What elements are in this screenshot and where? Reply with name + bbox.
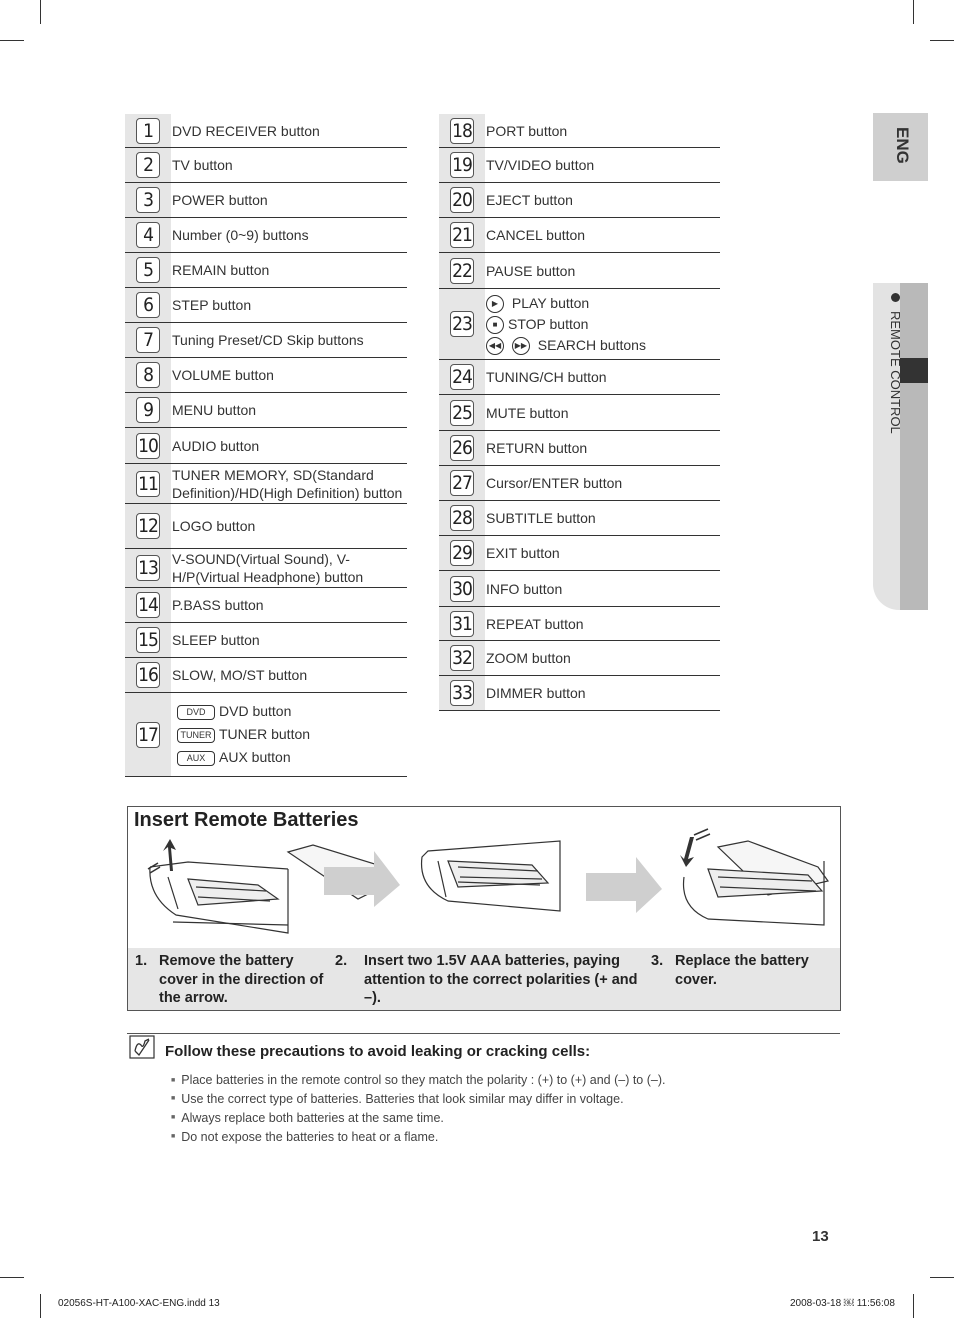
item-number-cell: [125, 114, 171, 147]
table-row: [439, 148, 720, 183]
item-number-cell: [125, 358, 171, 392]
item-number-cell: [439, 253, 485, 288]
function-label: STOP button: [508, 315, 589, 332]
item-number-cell: [439, 431, 485, 465]
table-row: [125, 588, 407, 623]
table-row: [125, 393, 407, 428]
item-label: SUBTITLE button: [486, 510, 596, 526]
table-row: [439, 360, 720, 395]
item-label: PAUSE button: [486, 262, 576, 279]
item-label: CANCEL button: [486, 227, 586, 243]
item-label: REPEAT button: [486, 615, 584, 632]
next-step-arrow-icon: [586, 857, 662, 913]
item-number-cell: [125, 218, 171, 252]
item-label: INFO button: [486, 580, 563, 597]
stop-icon: ■: [486, 316, 504, 334]
item-number-cell: [125, 693, 171, 776]
item-label: Cursor/ENTER button: [486, 475, 623, 491]
item-label: EJECT button: [486, 192, 573, 208]
item-number: 8: [136, 362, 160, 388]
language-label: ENG: [893, 127, 912, 164]
item-label: EXIT button: [486, 545, 560, 561]
remote-batteries-icon: [422, 841, 560, 911]
precautions-note: [127, 1033, 840, 1144]
table-row: [439, 253, 720, 289]
item-number: 19: [450, 152, 474, 178]
function-label: PLAY button: [511, 294, 590, 311]
item-label: POWER button: [172, 192, 268, 208]
item-label: DIMMER button: [486, 685, 586, 701]
table-row: [439, 218, 720, 253]
function-line: [177, 746, 310, 769]
note-title: Follow these precautions to avoid leaking or cracking cells:: [165, 1043, 591, 1060]
table-row: [125, 358, 407, 393]
item-number: 29: [450, 540, 474, 566]
item-label: P.BASS button: [172, 597, 264, 613]
table-row: [439, 641, 720, 676]
item-number: 30: [450, 576, 474, 602]
language-tab: [873, 113, 928, 181]
battery-steps: 1. Remove the battery cover in the direction of the arrow. 2. Insert two 1.5V AAA batteries, paying attention to the correct polarities (+ and –). 3. Replace the battery cover.: [128, 948, 840, 1010]
item-label: PORT button: [486, 122, 568, 139]
function-line: [486, 314, 646, 335]
table-row: [439, 114, 720, 148]
item-number: 16: [136, 662, 160, 688]
left-button-table: [125, 114, 407, 777]
footer-date: 2008-03-18 ￼ 11:56:08: [790, 1298, 895, 1309]
battery-instructions-box: [127, 806, 841, 1011]
item-number: 21: [450, 222, 474, 248]
dvd-key-icon: DVD: [177, 705, 215, 720]
table-row: [125, 183, 407, 218]
item-number: 18: [450, 118, 474, 144]
note-icon: [129, 1035, 155, 1059]
table-row: [439, 676, 720, 711]
item-label: SLOW, MO/ST button: [172, 667, 308, 683]
item-number-cell: [439, 571, 485, 606]
function-line: [486, 293, 646, 314]
item-label: Number (0~9) buttons: [172, 227, 309, 243]
item-number: 10: [136, 433, 160, 459]
item-number-cell: [125, 658, 171, 692]
item-label: DVD RECEIVER button: [172, 122, 320, 139]
function-label: TUNER button: [219, 726, 311, 742]
table-row: [439, 395, 720, 431]
item-number: 32: [450, 645, 474, 671]
item-number: 27: [450, 470, 474, 496]
table-row: [125, 218, 407, 253]
note-item: ■ Always replace both batteries at the same time.: [171, 1109, 665, 1128]
item-number-cell: [439, 466, 485, 500]
table-row: [125, 504, 407, 549]
crop-mark: [930, 40, 954, 41]
item-number: 24: [450, 364, 474, 390]
item-number: 7: [136, 327, 160, 353]
item-number-cell: [125, 588, 171, 622]
item-number-cell: [125, 148, 171, 182]
function-label: AUX button: [219, 749, 291, 765]
arrow-down-icon: [680, 837, 694, 867]
table-row: [125, 693, 407, 777]
table-row: [125, 253, 407, 288]
battery-illustration: [128, 807, 840, 948]
item-number: 31: [450, 611, 474, 637]
crop-mark: [40, 1294, 41, 1318]
item-number: 20: [450, 187, 474, 213]
table-row: [125, 658, 407, 693]
item-number-cell: [439, 183, 485, 217]
section-label: REMOTE CONTROL: [888, 311, 903, 434]
item-number: 6: [136, 292, 160, 318]
item-number: 15: [136, 627, 160, 653]
item-number: 28: [450, 505, 474, 531]
motion-lines-icon: [694, 829, 710, 840]
item-number: 2: [136, 152, 160, 178]
item-number-cell: [125, 323, 171, 357]
crop-mark: [913, 1294, 914, 1318]
item-label: TV button: [172, 157, 233, 173]
item-number-cell: [125, 393, 171, 427]
item-number: 22: [450, 258, 474, 284]
crop-mark: [913, 0, 914, 24]
table-row: [125, 323, 407, 358]
item-label: ZOOM button: [486, 650, 571, 666]
item-number-cell: [439, 218, 485, 252]
table-row: [439, 607, 720, 641]
note-list: [171, 1071, 665, 1146]
item-number: 5: [136, 257, 160, 283]
item-label: TUNER MEMORY, SD(Standard Definition)/HD(High Definition) button: [172, 466, 403, 501]
item-number-cell: [125, 623, 171, 657]
section-tab-text: [877, 293, 903, 434]
item-number: 13: [136, 555, 160, 581]
item-number-cell: [439, 289, 485, 359]
fast-forward-icon: ▶▶: [512, 337, 530, 355]
table-row: [125, 464, 407, 504]
table-row: [439, 431, 720, 466]
item-label: MENU button: [172, 402, 257, 418]
function-label: DVD button: [219, 703, 292, 719]
item-number-cell: [125, 549, 171, 587]
rewind-icon: ◀◀: [486, 337, 504, 355]
item-number: 33: [450, 680, 474, 706]
item-number: 14: [136, 592, 160, 618]
function-line: [486, 335, 646, 356]
table-row: [439, 466, 720, 501]
function-line: [177, 700, 310, 723]
item-number-cell: [439, 607, 485, 640]
crop-mark: [0, 40, 24, 41]
play-icon: ▶: [486, 295, 504, 313]
item-label: TV/VIDEO button: [486, 157, 595, 173]
item-number-cell: [439, 676, 485, 710]
section-tab: [873, 283, 928, 610]
crop-mark: [0, 1277, 24, 1278]
table-row: [125, 148, 407, 183]
section-tab-band: [900, 283, 928, 610]
item-number-cell: [439, 501, 485, 535]
item-number: 11: [136, 471, 160, 497]
item-label: LOGO button: [172, 518, 256, 534]
item-label: SLEEP button: [172, 632, 260, 648]
item-number-cell: [439, 148, 485, 182]
right-button-table: [439, 114, 720, 711]
item-number: 3: [136, 187, 160, 213]
table-row: [439, 571, 720, 607]
battery-title: Insert Remote Batteries: [134, 809, 359, 831]
footer-file: 02056S-HT-A100-XAC-ENG.indd 13: [58, 1298, 220, 1309]
item-label: REMAIN button: [172, 262, 270, 278]
note-item: ■ Use the correct type of batteries. Batteries that look similar may differ in voltage.: [171, 1090, 665, 1109]
item-number-cell: [439, 114, 485, 147]
item-label: [485, 289, 646, 359]
item-number: 12: [136, 513, 160, 539]
remote-close-cover-icon: [684, 841, 829, 925]
item-label: RETURN button: [486, 440, 588, 456]
function-line: [177, 723, 310, 746]
item-number: 17: [136, 722, 160, 748]
crop-mark: [930, 1277, 954, 1278]
item-number: 25: [450, 400, 474, 426]
section-tab-marker: [900, 358, 928, 383]
item-label: [171, 693, 310, 776]
table-row: [439, 183, 720, 218]
item-label: Tuning Preset/CD Skip buttons: [172, 332, 364, 348]
item-number-cell: [439, 641, 485, 675]
item-label: MUTE button: [486, 404, 569, 421]
table-row: [439, 501, 720, 536]
table-row: [125, 428, 407, 464]
item-number: 1: [136, 118, 160, 144]
page-number: 13: [812, 1228, 829, 1245]
item-number-cell: [439, 395, 485, 430]
item-label: AUDIO button: [172, 437, 260, 454]
arrow-up-icon: [163, 839, 176, 871]
item-number: 9: [136, 397, 160, 423]
item-number-cell: [439, 536, 485, 570]
item-number-cell: [125, 504, 171, 548]
item-number-cell: [125, 428, 171, 463]
item-number: 4: [136, 222, 160, 248]
table-row: [125, 288, 407, 323]
crop-mark: [40, 0, 41, 24]
item-label: VOLUME button: [172, 367, 274, 383]
table-row: [125, 549, 407, 588]
function-label: SEARCH buttons: [537, 336, 646, 353]
item-number-cell: [439, 360, 485, 394]
item-number-cell: [125, 253, 171, 287]
tuner-key-icon: TUNER: [177, 728, 215, 743]
item-label: V-SOUND(Virtual Sound), V-H/P(Virtual Headphone) button: [172, 551, 364, 585]
item-label: STEP button: [172, 297, 252, 313]
note-item: ■ Place batteries in the remote control so they match the polarity : (+) to (+) and (–) to (–).: [171, 1071, 665, 1090]
item-number: 26: [450, 435, 474, 461]
aux-key-icon: AUX: [177, 751, 215, 766]
item-number-cell: [125, 183, 171, 217]
item-label: TUNING/CH button: [486, 369, 607, 385]
table-row: [125, 623, 407, 658]
note-item: ■ Do not expose the batteries to heat or a flame.: [171, 1128, 665, 1147]
item-number: 23: [450, 311, 474, 337]
item-number-cell: [125, 464, 171, 503]
table-row: [125, 114, 407, 148]
table-row: [439, 289, 720, 360]
table-row: [439, 536, 720, 571]
bullet-icon: [891, 293, 900, 302]
item-number-cell: [125, 288, 171, 322]
